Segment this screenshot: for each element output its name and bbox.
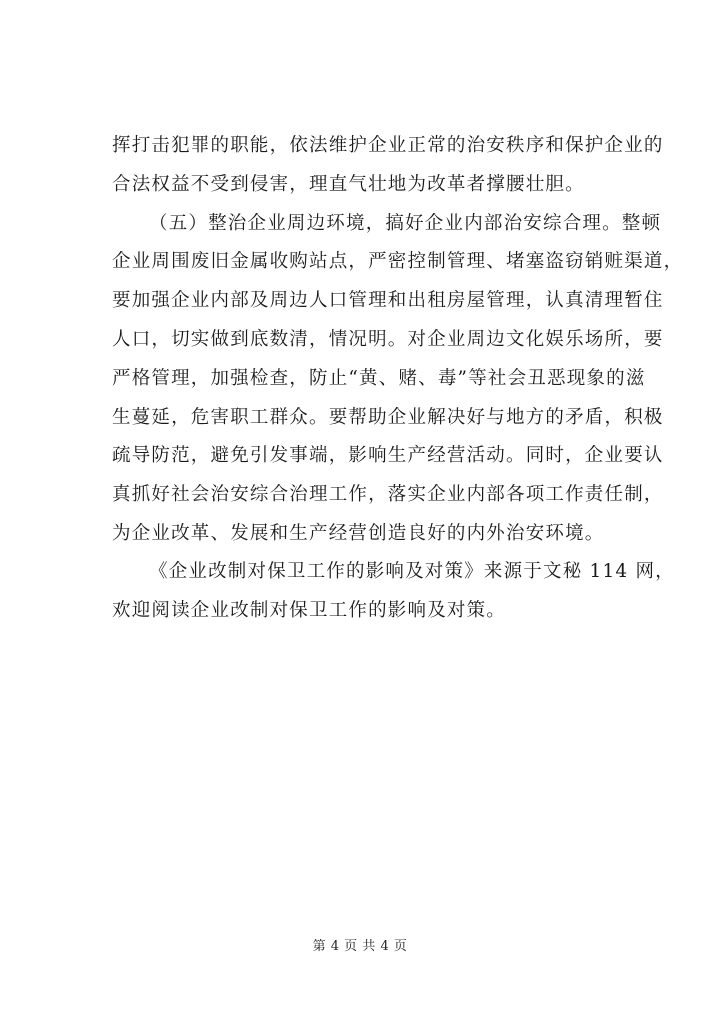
text-line-8: 生蔓延，危害职工群众。要帮助企业解决好与地方的矛盾，积极 <box>112 407 664 428</box>
text-line-2: 合法权益不受到侵害，理直气壮地为改革者撑腰壮胆。 <box>112 174 585 195</box>
text-line-3: （五）整治企业周边环境，搞好企业内部治安综合理。整顿 <box>149 213 662 234</box>
text-line-4: 企业周围废旧金属收购站点，严密控制管理、堵塞盗窃销赃渠道， <box>112 251 684 272</box>
page-footer: 第 4 页 共 4 页 <box>312 939 408 954</box>
text-line-6: 人口，切实做到底数清，情况明。对企业周边文化娱乐场所，要 <box>112 329 664 350</box>
text-line-7: 严格管理，加强检查，防止“黄、赌、毒”等社会丑恶现象的滋 <box>112 368 646 389</box>
text-line-1: 挥打击犯罪的职能，依法维护企业正常的治安秩序和保护企业的 <box>112 135 664 156</box>
text-line-13: 欢迎阅读企业改制对保卫工作的影响及对策。 <box>112 600 507 621</box>
text-line-9: 疏导防范，避免引发事端，影响生产经营活动。同时，企业要认 <box>112 445 664 466</box>
text-line-10: 真抓好社会治安综合治理工作，落实企业内部各项工作责任制， <box>112 484 664 505</box>
text-line-12: 《企业改制对保卫工作的影响及对策》来源于文秘 114 网， <box>149 561 675 582</box>
text-line-11: 为企业改革、发展和生产经营创造良好的内外治安环境。 <box>112 523 605 544</box>
text-line-5: 要加强企业内部及周边人口管理和出租房屋管理，认真清理暂住 <box>112 290 664 311</box>
